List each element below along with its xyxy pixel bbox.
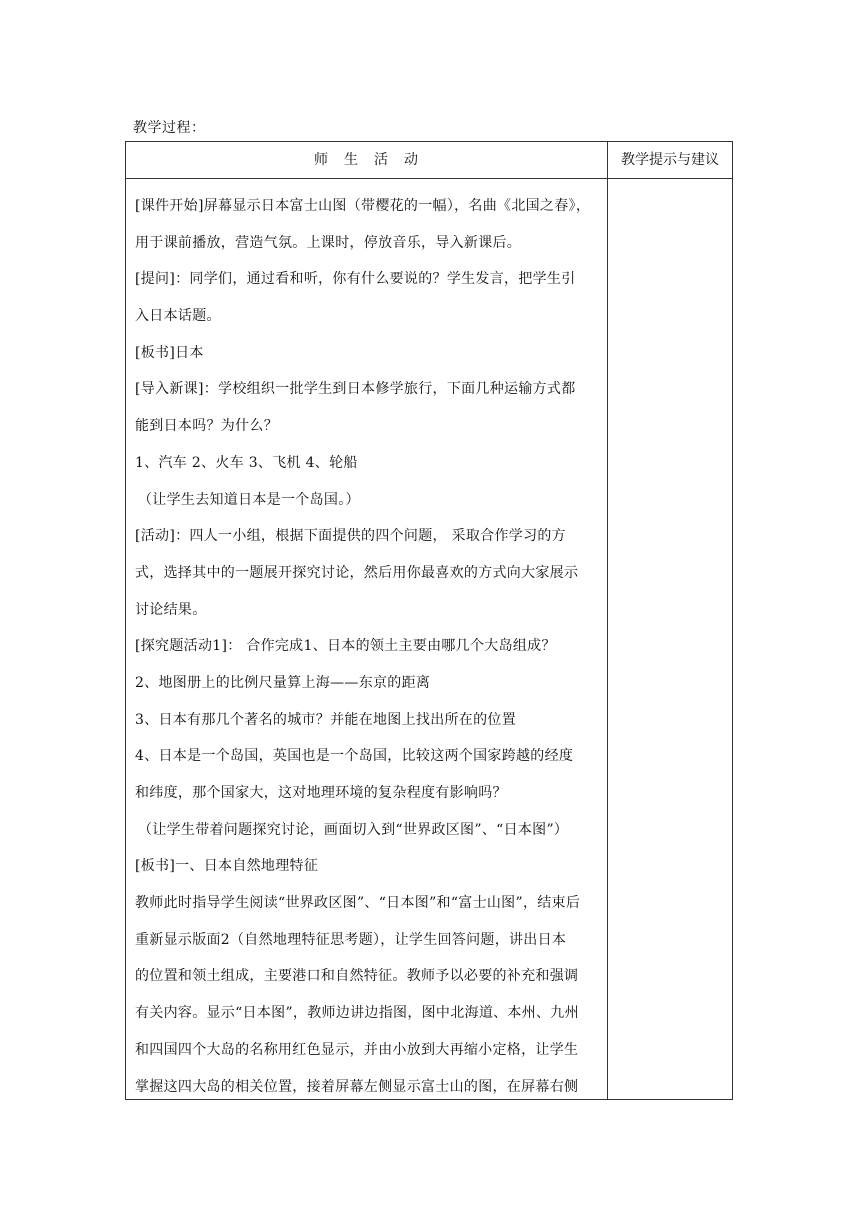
activity-column-header: 师 生 活 动	[314, 152, 419, 168]
content-line: [提问]：同学们，通过看和听，你有什么要说的？学生发言，把学生引	[135, 271, 576, 288]
activity-content-cell	[135, 188, 601, 1105]
content-line: 有关内容。显示“日本图”，教师边讲边指图，图中北海道、本州、九州	[135, 1005, 579, 1022]
content-line: [导入新课]：学校组织一批学生到日本修学旅行，下面几种运输方式都	[135, 381, 576, 398]
content-line: 掌握这四大岛的相关位置，接着屏幕左侧显示富士山的图，在屏幕右侧	[135, 1078, 579, 1095]
content-line: 入日本话题。	[135, 308, 221, 325]
tips-column-header: 教学提示与建议	[621, 152, 719, 168]
content-line: 讨论结果。	[135, 601, 207, 618]
content-line: 式，选择其中的一题展开探究讨论，然后用你最喜欢的方式向大家展示	[135, 564, 579, 581]
content-line: 和纬度，那个国家大，这对地理环境的复杂程度有影响吗？	[135, 785, 507, 801]
content-line: （让学生去知道日本是一个岛国。）	[138, 491, 360, 508]
content-line: 1、汽车 2、火车 3、飞机 4、轮船	[135, 454, 358, 471]
content-line: 和四国四个大岛的名称用红色显示，并由小放到大再缩小定格，让学生	[135, 1041, 579, 1058]
content-line: 2、地图册上的比例尺量算上海——东京的距离	[135, 674, 431, 691]
content-line: [课件开始]屏幕显示日本富士山图（带樱花的一幅），名曲《北国之春》，	[135, 198, 591, 214]
content-line: 3、日本有那几个著名的城市？并能在地图上找出所在的位置	[135, 711, 517, 728]
content-line: [板书]一、日本自然地理特征	[135, 858, 319, 875]
content-line: [探究题活动1]： 合作完成1、日本的领土主要由哪几个大岛组成？	[135, 638, 556, 655]
content-line: 能到日本吗？为什么？	[135, 418, 278, 435]
content-line: 4、日本是一个岛国，英国也是一个岛国，比较这两个国家跨越的经度	[135, 748, 574, 765]
tips-content-cell	[608, 179, 732, 1099]
content-line: [板书]日本	[135, 344, 204, 361]
content-line: 的位置和领土组成，主要港口和自然特征。教师予以必要的补充和强调	[135, 968, 579, 985]
content-line: 用于课前播放，营造气氛。上课时，停放音乐，导入新课后。	[135, 234, 522, 251]
content-line: [活动]：四人一小组，根据下面提供的四个问题， 采取合作学习的方	[135, 528, 566, 545]
lesson-table	[125, 141, 733, 1100]
content-line: （让学生带着问题探究讨论，画面切入到“世界政区图”、“日本图”）	[138, 821, 569, 838]
content-line: 重新显示版面2（自然地理特征思考题），让学生回答问题，讲出日本	[135, 931, 567, 948]
content-line: 教师此时指导学生阅读“世界政区图”、“日本图”和“富士山图”，结束后	[135, 895, 581, 912]
page-heading: 教学过程：	[133, 120, 206, 136]
